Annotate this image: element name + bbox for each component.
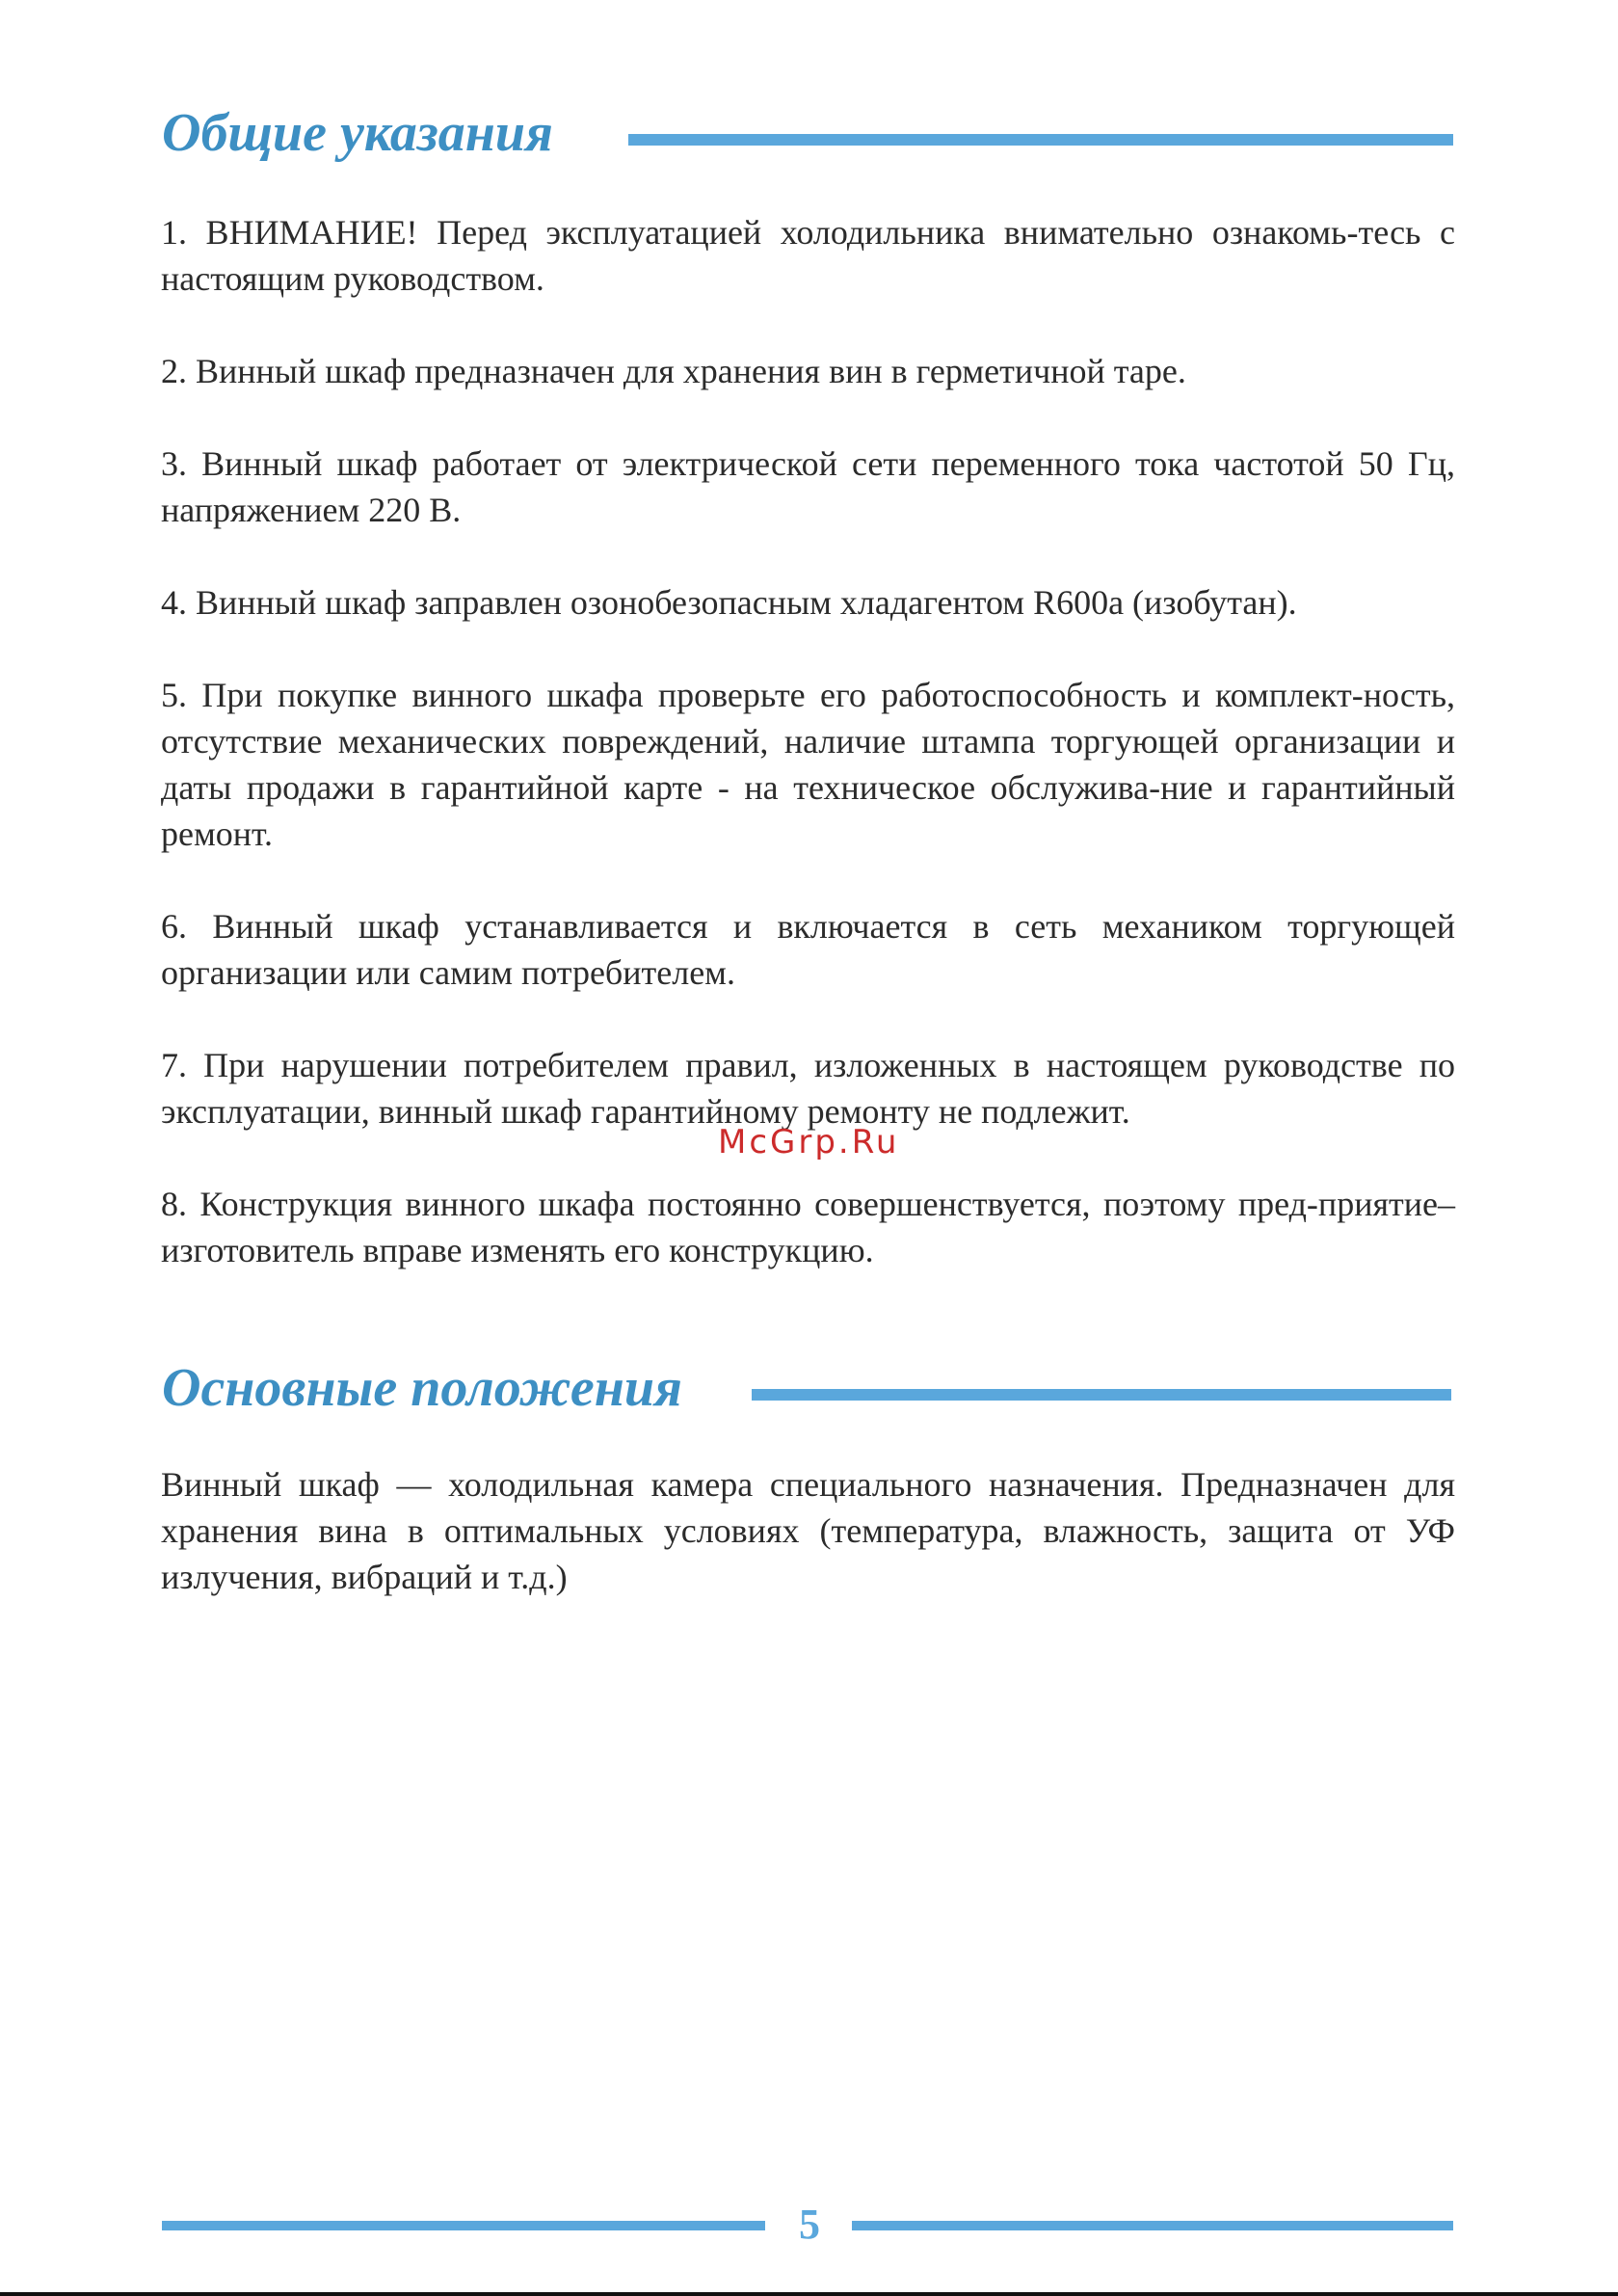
instruction-item-2: 2. Винный шкаф предназначен для хранения вин в герметичной таре. [161, 352, 1186, 390]
instruction-item-6: 6. Винный шкаф устанавливается и включается в сеть механиком торгующей организации или самим потребителем. [161, 907, 1455, 992]
instruction-item-7: 7. При нарушении потребителем правил, изложенных в настоящем руководстве по эксплуатации, винный шкаф гарантийному ремонту не подлежит. [161, 1046, 1455, 1131]
section-title-general: Общие указания [162, 103, 553, 163]
page-number: 5 [799, 2201, 820, 2248]
general-instructions-list [161, 209, 1455, 1273]
instruction-item-5: 5. При покупке винного шкафа проверьте его работоспособность и комплект-ность, отсутствие механических повреждений, наличие штампа торгующей организации и даты продажи в гарантийной карте - на техническое обслужива-ние и гарантийный ремонт. [161, 676, 1455, 853]
section-heading-general [162, 103, 553, 163]
watermark-text: McGrp.Ru [718, 1123, 900, 1161]
page-bottom-edge [0, 2292, 1618, 2296]
footer-rule-right [852, 2221, 1453, 2230]
instruction-item-8: 8. Конструкция винного шкафа постоянно совершенствуется, поэтому пред-приятие–изготовитель вправе изменять его конструкцию. [161, 1185, 1455, 1269]
instruction-item-3: 3. Винный шкаф работает от электрической сети переменного тока частотой 50 Гц, напряжением 220 В. [161, 444, 1455, 529]
provision-paragraph: Винный шкаф — холодильная камера специального назначения. Предназначен для хранения вина в оптимальных условиях (температура, влажность, защита от УФ излучения, вибраций и т.д.) [161, 1465, 1455, 1596]
footer-rule-left [162, 2221, 765, 2230]
heading-rule-basics [752, 1389, 1451, 1401]
instruction-item-4: 4. Винный шкаф заправлен озонобезопасным хладагентом R600a (изобутан). [161, 583, 1297, 622]
heading-rule-general [628, 134, 1453, 146]
section-heading-basics [162, 1358, 682, 1418]
instruction-item-1: 1. ВНИМАНИЕ! Перед эксплуатацией холодильника внимательно ознакомь-тесь с настоящим руководством. [161, 213, 1455, 298]
basic-provisions-text [161, 1461, 1455, 1600]
section-title-basics: Основные положения [162, 1358, 682, 1418]
